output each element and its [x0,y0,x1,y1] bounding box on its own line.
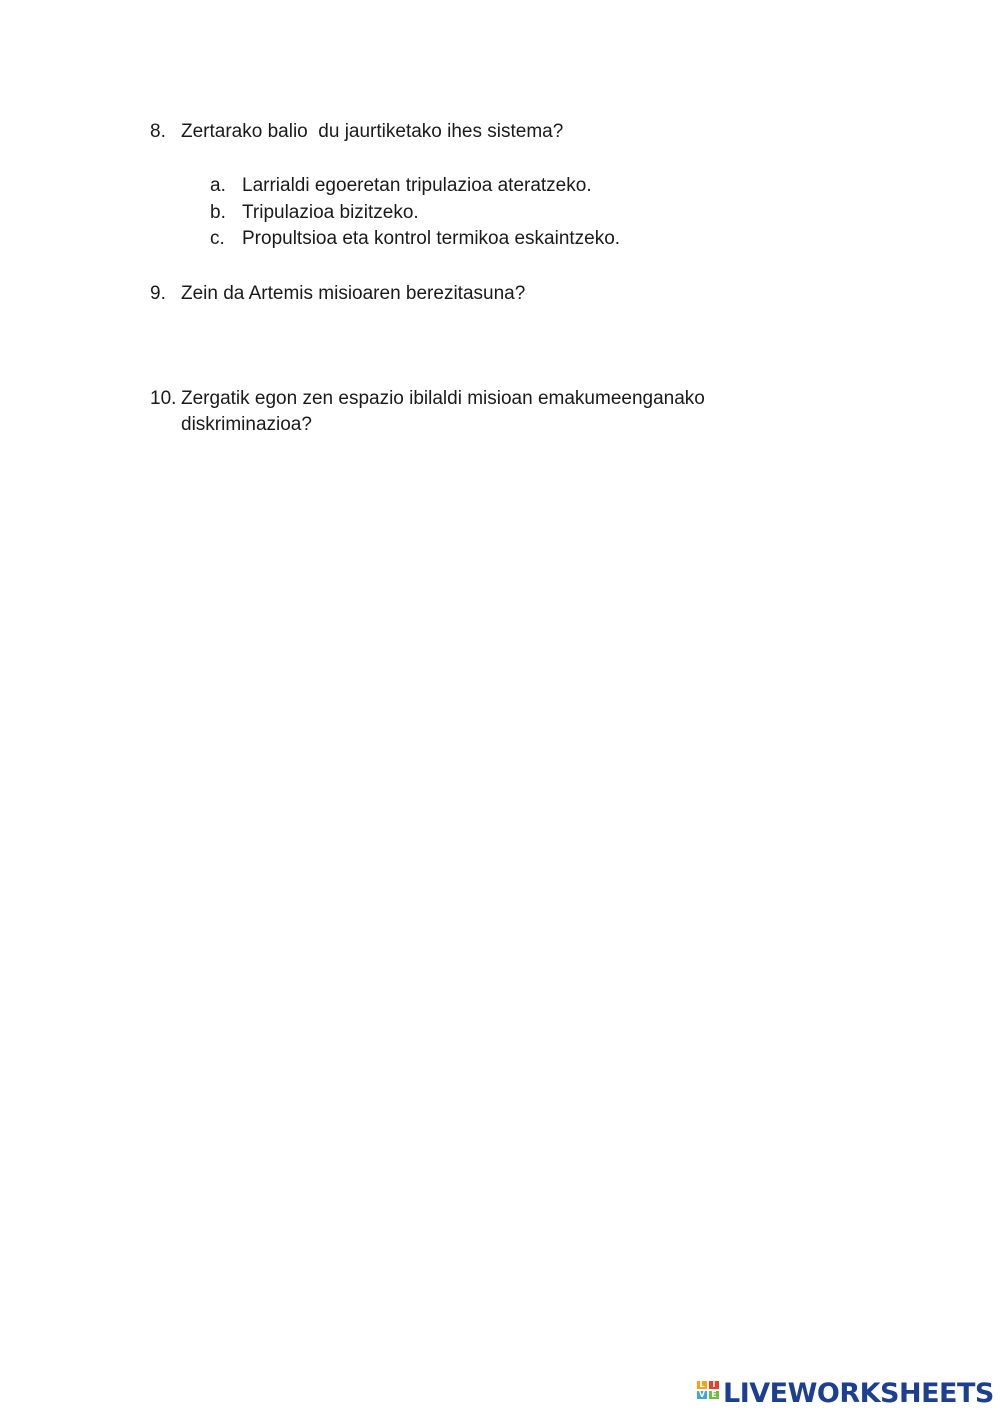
logo-mark-cell: E [709,1391,719,1399]
option-letter: c. [210,228,225,249]
question-10 [150,386,750,438]
option-letter: b. [210,202,226,223]
question-9 [150,281,790,307]
question-number: 10. [150,388,177,409]
logo-mark-cell: V [698,1390,706,1399]
option-text: Tripulazioa bizitzeko. [242,202,419,223]
logo-mark-icon [697,1379,721,1407]
option-text: Larrialdi egoeretan tripulazioa ateratzeko. [242,175,592,196]
option-letter: a. [210,175,226,196]
option-text: Propultsioa eta kontrol termikoa eskaintzeko. [242,228,621,249]
logo-text: LIVEWORKSHEETS [723,1377,994,1409]
option-a[interactable] [210,173,592,199]
question-text: Zergatik egon zen espazio ibilaldi misioan emakumeenganako diskriminazioa? [181,388,705,435]
question-number: 9. [150,283,166,304]
logo-mark-cell: L [697,1381,707,1389]
option-c[interactable] [210,226,620,252]
logo-mark-cell: I [709,1381,719,1389]
liveworksheets-logo [697,1378,994,1408]
question-text: Zein da Artemis misioaren berezitasuna? [181,283,526,304]
option-b[interactable] [210,200,419,226]
question-8 [150,119,790,145]
question-text: Zertarako balio du jaurtiketako ihes sistema? [181,121,564,142]
question-number: 8. [150,121,166,142]
